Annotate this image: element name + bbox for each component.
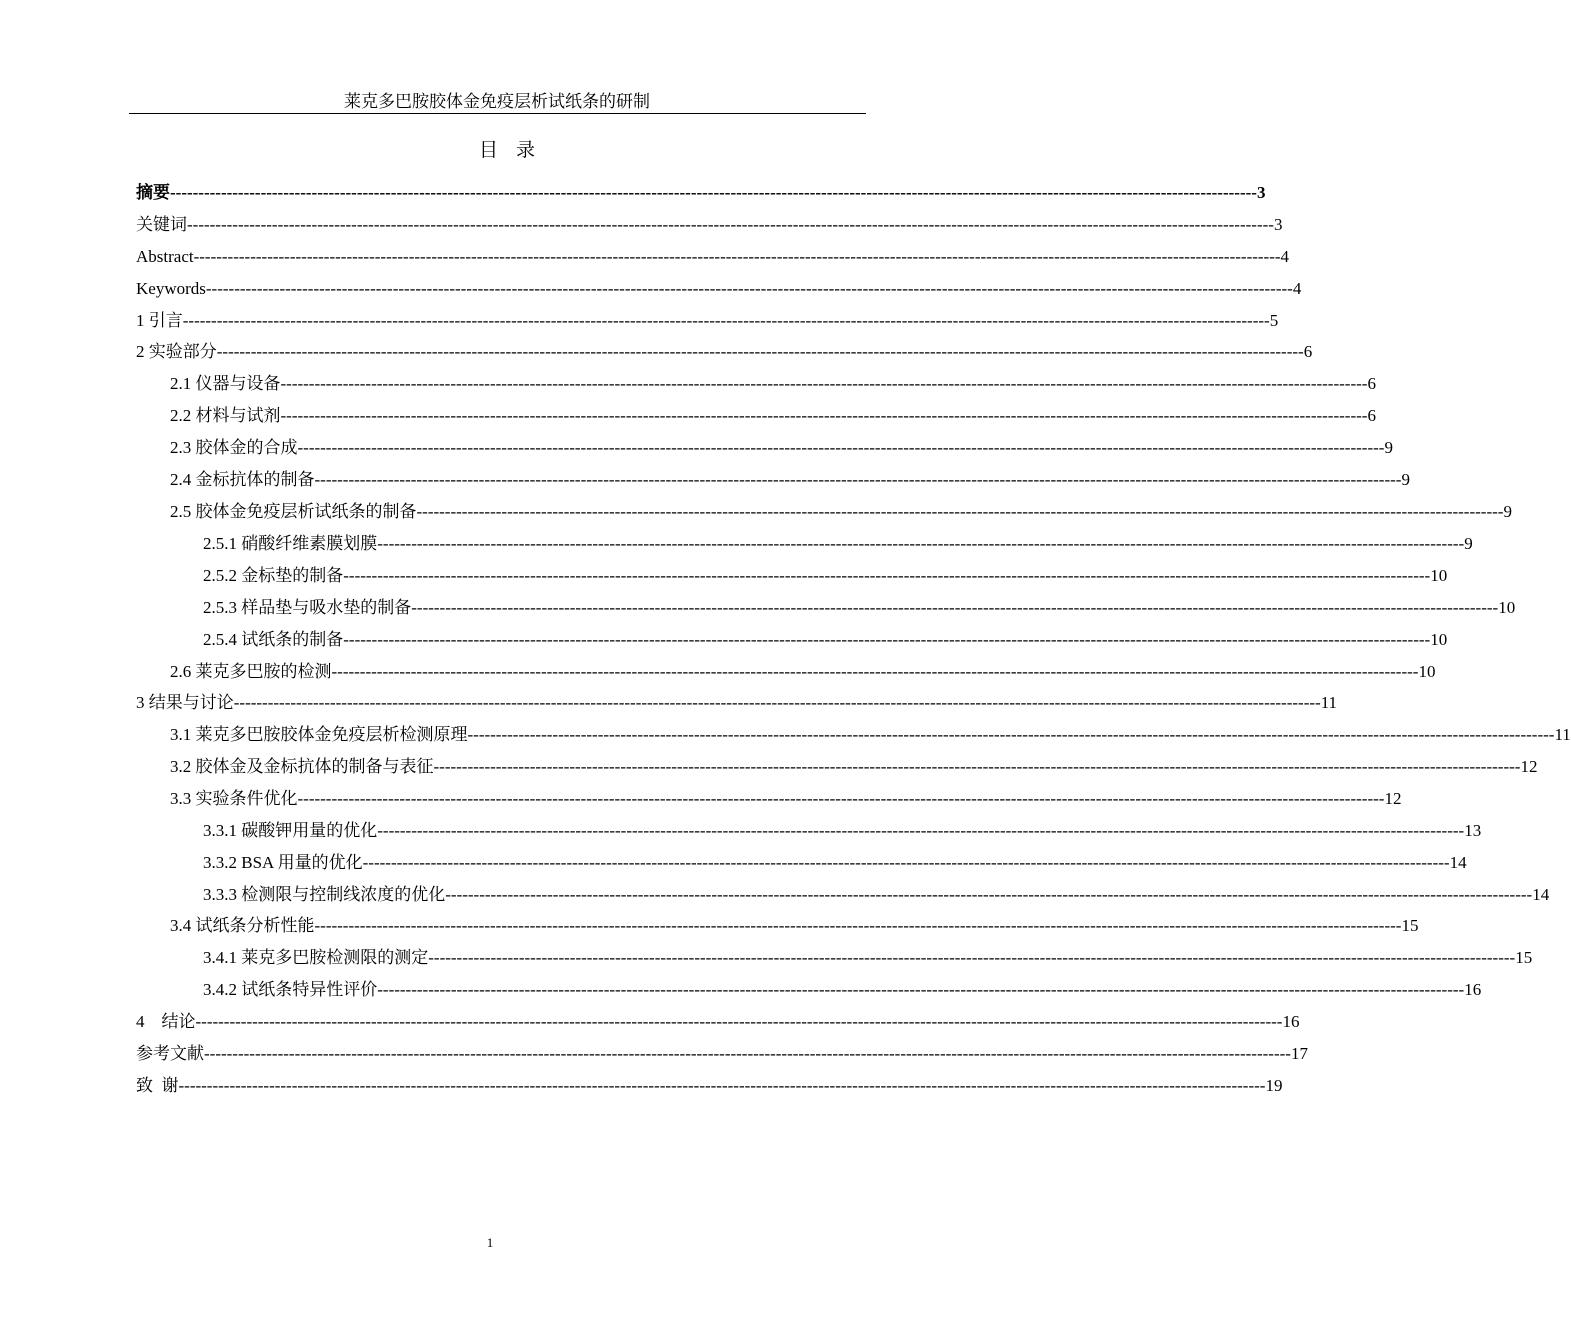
toc-leader: ------------------------------------------------------------------------------------------------------------------------------------------------------------------------------------------------ [343,566,1431,585]
toc-entry-label: 3.3 实验条件优化 [170,789,298,808]
toc-entry-label: 2.5 胶体金免疫层析试纸条的制备 [170,502,417,521]
toc-entry-2-4[interactable] [170,466,1410,494]
toc-leader: ------------------------------------------------------------------------------------------------------------------------------------------------------------------------------------------------ [233,693,1321,712]
toc-leader: ------------------------------------------------------------------------------------------------------------------------------------------------------------------------------------------------ [343,630,1431,649]
toc-entry-2-6[interactable] [170,658,1436,686]
toc-entry-3-3-2[interactable] [203,849,1467,877]
toc-entry-2-1[interactable] [170,370,1376,398]
toc-entry-label: 4 结论 [136,1012,196,1031]
toc-entry-keywords-cn[interactable] [136,211,1283,239]
toc-entry-3-3-3[interactable] [203,881,1550,909]
toc-entry-label: 致 谢 [136,1076,179,1095]
toc-leader: ------------------------------------------------------------------------------------------------------------------------------------------------------------------------------------------------ [297,789,1385,808]
toc-entry-acknowledgements[interactable] [136,1072,1283,1100]
toc-leader: ------------------------------------------------------------------------------------------------------------------------------------------------------------------------------------------------ [428,948,1516,967]
toc-entry-3-2[interactable] [170,753,1538,781]
toc-entry-experimental[interactable] [136,338,1313,366]
toc-entry-label: 3.1 莱克多巴胺胶体金免疫层析检测原理 [170,725,468,744]
toc-leader: ------------------------------------------------------------------------------------------------------------------------------------------------------------------------------------------------ [187,215,1274,234]
toc-entry-2-2[interactable] [170,402,1376,430]
toc-entry-3-3[interactable] [170,785,1402,813]
toc-leader: ------------------------------------------------------------------------------------------------------------------------------------------------------------------------------------------------ [205,279,1293,298]
toc-entry-abstract-cn[interactable] [136,179,1266,207]
toc-entry-3-4-1[interactable] [203,944,1533,972]
toc-entry-conclusion[interactable] [136,1008,1300,1036]
toc-entry-label: 2.5.1 硝酸纤维素膜划膜 [203,534,378,553]
toc-entry-label: 2.5.4 试纸条的制备 [203,630,344,649]
toc-leader: ------------------------------------------------------------------------------------------------------------------------------------------------------------------------------------------------ [280,374,1368,393]
toc-entry-page: 14 [1532,885,1550,904]
toc-entry-label: 3.4.1 莱克多巴胺检测限的测定 [203,948,429,967]
toc-entry-label: 2.6 莱克多巴胺的检测 [170,662,332,681]
toc-leader: ------------------------------------------------------------------------------------------------------------------------------------------------------------------------------------------------ [182,311,1270,330]
toc-entry-3-3-1[interactable] [203,817,1482,845]
toc-leader: ------------------------------------------------------------------------------------------------------------------------------------------------------------------------------------------------ [433,757,1521,776]
toc-entry-page: 11 [1554,725,1571,744]
toc-entry-page: 9 [1401,470,1410,489]
toc-leader: ------------------------------------------------------------------------------------------------------------------------------------------------------------------------------------------------ [377,821,1465,840]
toc-entry-3-4[interactable] [170,912,1419,940]
toc-entry-page: 4 [1292,279,1302,298]
toc-entry-label: 2.5.3 样品垫与吸水垫的制备 [203,598,412,617]
toc-entry-label: 摘要 [136,183,170,202]
toc-leader: ------------------------------------------------------------------------------------------------------------------------------------------------------------------------------------------------ [416,502,1504,521]
toc-entry-label: 2.4 金标抗体的制备 [170,470,315,489]
toc-entry-label: 3.3.1 碳酸钾用量的优化 [203,821,378,840]
toc-entry-page: 14 [1449,853,1467,872]
toc-entry-label: 2.2 材料与试剂 [170,406,281,425]
toc-leader: ------------------------------------------------------------------------------------------------------------------------------------------------------------------------------------------------ [314,470,1402,489]
toc-leader: ------------------------------------------------------------------------------------------------------------------------------------------------------------------------------------------------ [314,916,1402,935]
toc-leader: ------------------------------------------------------------------------------------------------------------------------------------------------------------------------------------------------ [204,1044,1291,1063]
toc-entry-page: 3 [1273,215,1283,234]
toc-entry-label: 2.1 仪器与设备 [170,374,281,393]
toc-entry-page: 12 [1520,757,1538,776]
toc-entry-label: 2.3 胶体金的合成 [170,438,298,457]
toc-entry-3-4-2[interactable] [203,976,1482,1004]
toc-leader: ------------------------------------------------------------------------------------------------------------------------------------------------------------------------------------------------ [297,438,1385,457]
toc-entry-page: 10 [1430,630,1448,649]
toc-entry-page: 11 [1320,693,1338,712]
toc-entry-page: 10 [1430,566,1448,585]
toc-leader: ------------------------------------------------------------------------------------------------------------------------------------------------------------------------------------------------ [195,1012,1283,1031]
toc-entry-page: 10 [1498,598,1516,617]
toc-leader: ------------------------------------------------------------------------------------------------------------------------------------------------------------------------------------------------ [331,662,1419,681]
page-number: 1 [486,1235,494,1250]
toc-entry-label: 关键词 [136,215,187,234]
toc-entry-page: 6 [1367,406,1376,425]
toc-entry-page: 6 [1303,342,1313,361]
toc-leader: ------------------------------------------------------------------------------------------------------------------------------------------------------------------------------------------------ [377,980,1465,999]
toc-entry-keywords[interactable] [136,275,1302,303]
toc-entry-page: 17 [1290,1044,1308,1063]
toc-entry-results[interactable] [136,689,1338,717]
toc-entry-introduction[interactable] [136,307,1279,335]
toc-entry-label: 参考文献 [136,1044,204,1063]
toc-entry-page: 19 [1265,1076,1283,1095]
toc-entry-2-5-3[interactable] [203,594,1516,622]
toc-entry-page: 9 [1384,438,1393,457]
toc-entry-page: 6 [1367,374,1376,393]
toc-entry-label: 3.3.3 检测限与控制线浓度的优化 [203,885,446,904]
toc-leader: ------------------------------------------------------------------------------------------------------------------------------------------------------------------------------------------------ [178,1076,1266,1095]
toc-entry-abstract[interactable] [136,243,1290,271]
toc-entry-page: 15 [1515,948,1533,967]
toc-leader: ------------------------------------------------------------------------------------------------------------------------------------------------------------------------------------------------ [193,247,1281,266]
toc-entry-2-3[interactable] [170,434,1393,462]
toc-entry-2-5-4[interactable] [203,626,1448,654]
toc-entry-page: 5 [1269,311,1279,330]
toc-entry-page: 4 [1280,247,1290,266]
toc-entry-page: 9 [1464,534,1473,553]
toc-entry-label: Abstract [136,247,194,266]
toc-leader: ------------------------------------------------------------------------------------------------------------------------------------------------------------------------------------------------ [445,885,1533,904]
toc-entry-page: 10 [1418,662,1436,681]
toc-entry-label: 3.4 试纸条分析性能 [170,916,315,935]
running-header: 莱克多巴胺胶体金免疫层析试纸条的研制 [344,92,650,111]
toc-leader: ------------------------------------------------------------------------------------------------------------------------------------------------------------------------------------------------ [411,598,1499,617]
toc-leader: ------------------------------------------------------------------------------------------------------------------------------------------------------------------------------------------------ [362,853,1450,872]
toc-entry-page: 12 [1384,789,1402,808]
toc-leader: ------------------------------------------------------------------------------------------------------------------------------------------------------------------------------------------------ [377,534,1465,553]
toc-entry-2-5[interactable] [170,498,1512,526]
toc-entry-label: 3 结果与讨论 [136,693,234,712]
toc-entry-page: 9 [1503,502,1512,521]
toc-entry-label: 3.4.2 试纸条特异性评价 [203,980,378,999]
toc-entry-label: 3.3.2 BSA 用量的优化 [203,853,363,872]
toc-entry-2-5-1[interactable] [203,530,1473,558]
toc-entry-label: 2 实验部分 [136,342,217,361]
toc-title: 目 录 [478,139,542,161]
toc-entry-references[interactable] [136,1040,1308,1068]
toc-leader: ------------------------------------------------------------------------------------------------------------------------------------------------------------------------------------------------ [467,725,1555,744]
toc-entry-label: 2.5.2 金标垫的制备 [203,566,344,585]
toc-entry-3-1[interactable] [170,721,1571,749]
toc-entry-page: 16 [1282,1012,1300,1031]
toc-leader: ------------------------------------------------------------------------------------------------------------------------------------------------------------------------------------------------ [170,183,1257,202]
toc-leader: ------------------------------------------------------------------------------------------------------------------------------------------------------------------------------------------------ [216,342,1304,361]
toc-entry-page: 15 [1401,916,1419,935]
header-rule [129,113,866,114]
toc-entry-page: 13 [1464,821,1482,840]
toc-entry-label: Keywords [136,279,206,298]
toc-entry-label: 1 引言 [136,311,183,330]
toc-entry-page: 16 [1464,980,1482,999]
toc-entry-page: 3 [1256,183,1266,202]
toc-leader: ------------------------------------------------------------------------------------------------------------------------------------------------------------------------------------------------ [280,406,1368,425]
toc-entry-label: 3.2 胶体金及金标抗体的制备与表征 [170,757,434,776]
toc-entry-2-5-2[interactable] [203,562,1448,590]
